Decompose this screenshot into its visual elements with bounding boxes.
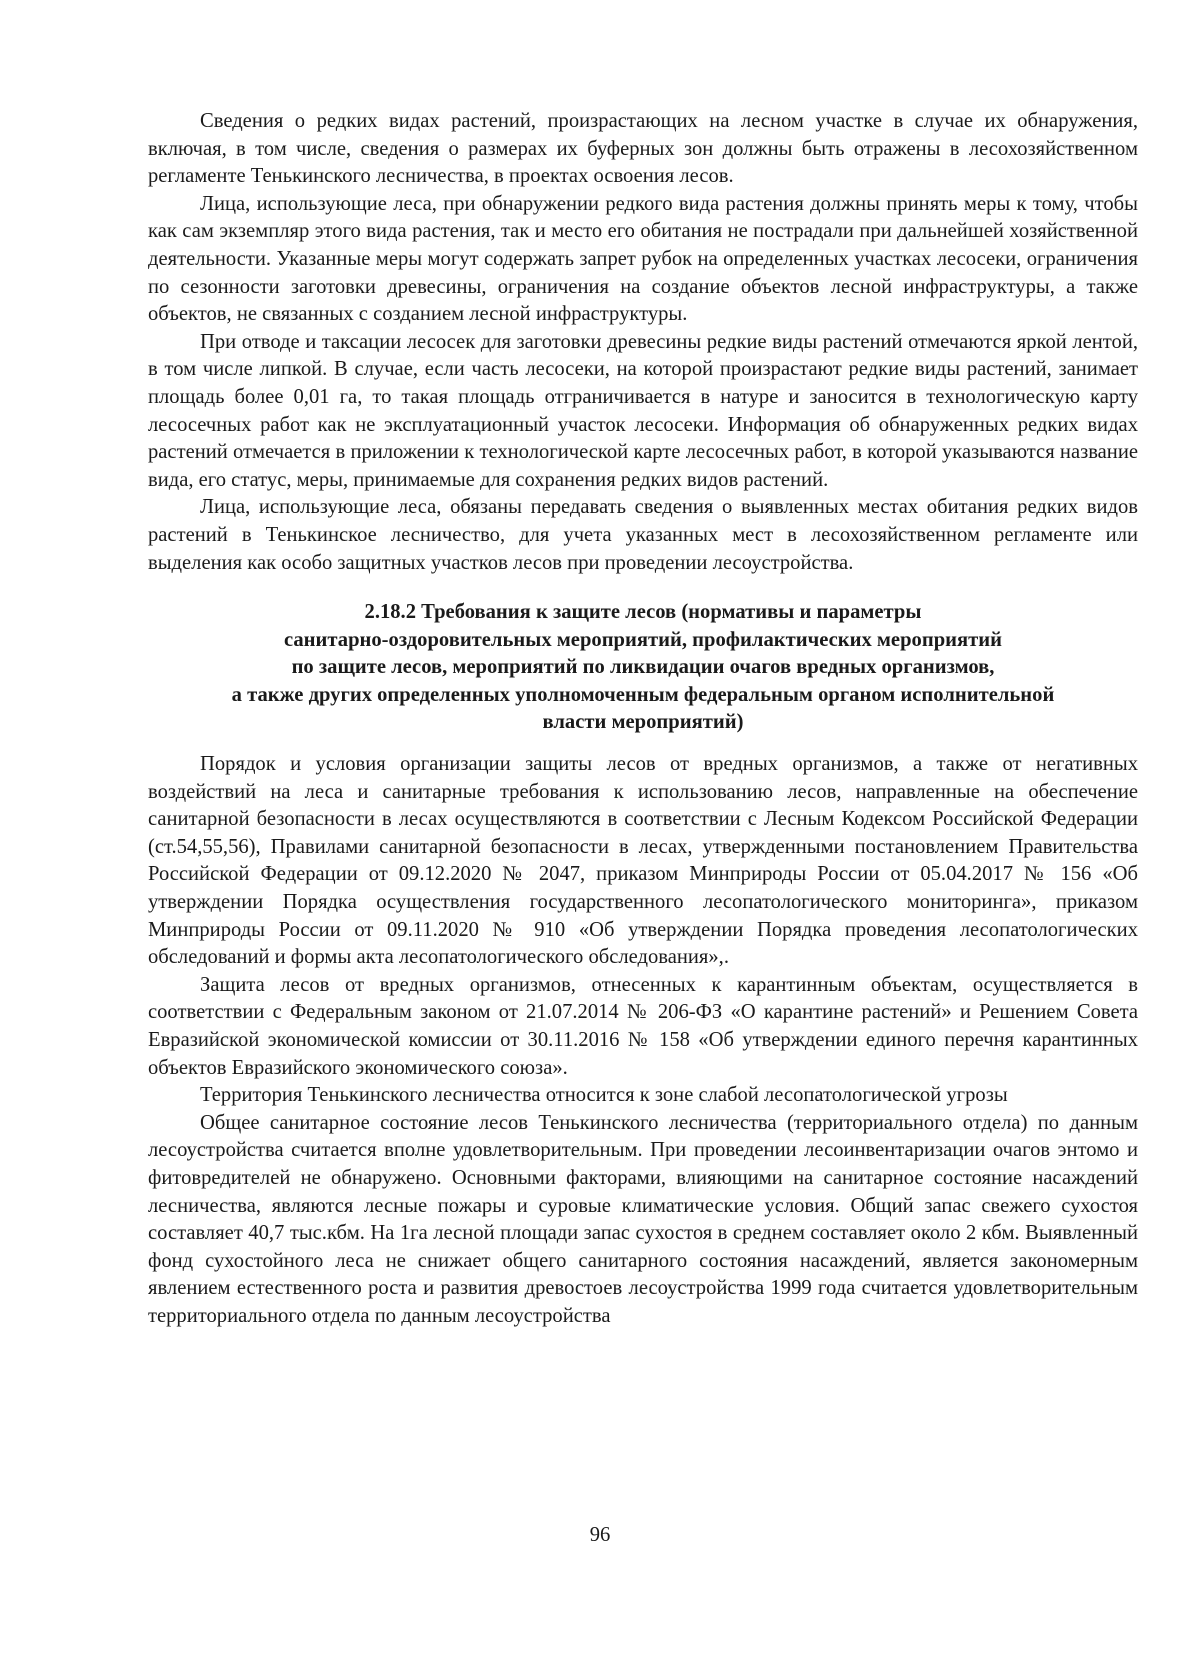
paragraph-rare-plants-info: Сведения о редких видах растений, произрастающих на лесном участке в случае их обнаружения, включая, в том числе, сведения о размерах их буферных зон должны быть отражены в лесохозяйственном регламенте Тенькинского лесничества, в проектах освоения лесов. [148, 110, 1138, 188]
paragraph-threat-zone: Территория Тенькинского лесничества относится к зоне слабой лесопатологической угрозы [200, 1084, 1008, 1107]
paragraph-quarantine-protection: Защита лесов от вредных организмов, отнесенных к карантинным объектам, осуществляется в соответствии с Федеральным законом от 21.07.2014 № 206-ФЗ «О карантине растений» и Решением Совета Евразийской экономической комиссии от 30.11.2016 № 158 «Об утверждении единого перечня карантинных объектов Евразийского экономического союза». [148, 973, 1138, 1079]
heading-line: власти мероприятий) [542, 711, 744, 734]
paragraph-reporting-obligation: Лица, использующие леса, обязаны передавать сведения о выявленных местах обитания редких видов растений в Тенькинское лесничество, для учета указанных мест в лесохозяйственном регламенте или выделения как особо защитных участков лесов при проведении лесоустройства. [148, 496, 1138, 574]
paragraph-logging-site-marking: При отводе и таксации лесосек для заготовки древесины редкие виды растений отмечаются яркой лентой, в том числе липкой. В случае, если часть лесосеки, на которой произрастают редкие виды растений, занимает площадь более 0,01 га, то такая площадь отграничивается в натуре и заносится в технологическую карту лесосечных работ как не эксплуатационный участок лесосеки. Информация об обнаруженных редких видах растений отмечается в приложении к технологической карте лесосечных работ, в которой указываются название вида, его статус, меры, принимаемые для сохранения редких видов растений. [148, 330, 1138, 491]
section-heading-2-18-2 [148, 599, 1138, 737]
page-number: 96 [589, 1524, 611, 1546]
paragraph-sanitary-state: Общее санитарное состояние лесов Тенькинского лесничества (территориального отдела) по данным лесоустройства считается вполне удовлетворительным. При проведении лесоинвентаризации очагов энтомо и фитовредителей не обнаружено. Основными факторами, влияющими на санитарное состояние насаждений лесничества, являются лесные пожары и суровые климатические условия. Общий запас свежего сухостоя составляет 40,7 тыс.кбм. На 1га лесной площади запас сухостоя в среднем составляет около 2 кбм. Выявленный фонд сухостойного леса не снижает общего санитарного состояния насаждений, является закономерным явлением естественного роста и развития древостоев лесоустройства 1999 года считается удовлетворительным территориального отдела по данным лесоустройства [148, 1111, 1138, 1327]
heading-line: санитарно-оздоровительных мероприятий, профилактических мероприятий [283, 628, 1003, 651]
heading-line: а также других определенных уполномоченным федеральным органом исполнительной [231, 683, 1055, 706]
paragraph-forest-users-measures: Лица, использующие леса, при обнаружении редкого вида растения должны принять меры к тому, чтобы как сам экземпляр этого вида растения, так и место его обитания не пострадали при дальнейшей хозяйственной деятельности. Указанные меры могут содержать запрет рубок на определенных участках лесосеки, ограничения по сезонности заготовки древесины, ограничения на создание объектов лесной инфраструктуры, а также объектов, не связанных с созданием лесной инфраструктуры. [148, 192, 1138, 326]
paragraph-protection-procedure: Порядок и условия организации защиты лесов от вредных организмов, а также от негативных воздействий на леса и санитарные требования к использованию лесов, направленные на обеспечение санитарной безопасности в лесах осуществляются в соответствии с Лесным Кодексом Российской Федерации (ст.54,55,56), Правилами санитарной безопасности в лесах, утвержденными постановлением Правительства Российской Федерации от 09.12.2020 № 2047, приказом Минприроды России от 05.04.2017 № 156 «Об утверждении Порядка осуществления государственного лесопатологического мониторинга», приказом Минприроды России от 09.11.2020 № 910 «Об утверждении Порядка проведения лесопатологических обследований и формы акта лесопатологического обследования»,. [148, 753, 1138, 969]
heading-line: 2.18.2 Требования к защите лесов (нормативы и параметры [364, 601, 922, 624]
heading-line: по защите лесов, мероприятий по ликвидации очагов вредных организмов, [291, 656, 995, 679]
document-page [148, 108, 1138, 1331]
